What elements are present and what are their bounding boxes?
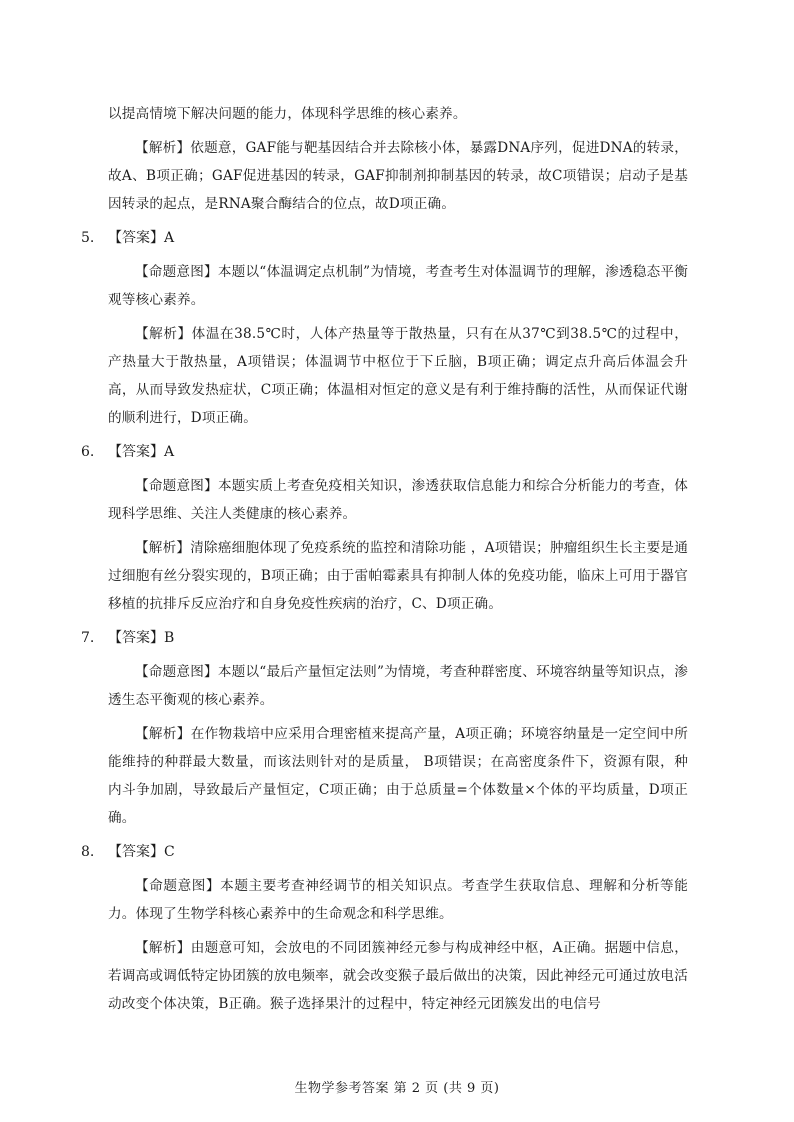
analysis-paragraph: 【解析】清除癌细胞体现了免疫系统的监控和清除功能 ，A项错误；肿瘤组织生长主要是通过细胞有丝分裂实现的，B项正确；由于雷帕霉素具有抑制人体的免疫功能，临床上可用于器官移植的抗排斥反应治疗和自身免疫性疾病的治疗，C、D项正确。: [108, 540, 688, 612]
analysis-paragraph: 【解析】由题意可知，会放电的不同团簇神经元参与构成神经中枢，A正确。据题中信息，若调高或调低特定协团簇的放电频率，就会改变猴子最后做出的决策，因此神经元可通过放电活动改变个体决策，B正确。猴子选择果汁的过程中，特定神经元团簇发出的电信号: [108, 940, 688, 1012]
analysis-paragraph: 【解析】依题意，GAF能与靶基因结合并去除核小体，暴露DNA序列，促进DNA的转录，故A、B项正确；GAF促进基因的转录，GAF抑制剂抑制基因的转录，故C项错误；启动子是基因转录的起点，是RNA聚合酶结合的位点，故D项正确。: [108, 140, 688, 212]
question-number: 7.: [81, 630, 95, 646]
paragraph: 以提高情境下解决问题的能力，体现科学思维的核心素养。: [108, 106, 467, 122]
answer-text: 【答案】B: [108, 630, 175, 646]
intent-paragraph: 【命题意图】本题实质上考查免疫相关知识，渗透获取信息能力和综合分析能力的考查，体现科学思维、关注人类健康的核心素养。: [108, 478, 688, 522]
answer-text: 【答案】C: [108, 844, 175, 860]
question-number: 8.: [81, 844, 95, 860]
answer-content: [81, 100, 688, 1024]
analysis-paragraph: 【解析】在作物栽培中应采用合理密植来提高产量，A项正确；环境容纳量是一定空间中所能维持的种群最大数量，而该法则针对的是质量， B项错误；在高密度条件下，资源有限，种内斗争加剧，导致最后产量恒定，C项正确；由于总质量=个体数量×个体的平均质量，D项正确。: [108, 726, 688, 826]
answer-line: [81, 624, 688, 652]
question-number: 5.: [81, 230, 95, 246]
intent-paragraph: 【命题意图】本题以“最后产量恒定法则”为情境，考查种群密度、环境容纳量等知识点，渗透生态平衡观的核心素养。: [108, 664, 688, 708]
question-number: 6.: [81, 444, 95, 460]
page-footer: 生物学参考答案 第 2 页 (共 9 页): [294, 1081, 500, 1096]
intent-paragraph: 【命题意图】本题主要考查神经调节的相关知识点。考查学生获取信息、理解和分析等能力。体现了生物学科核心素养中的生命观念和科学思维。: [108, 878, 688, 922]
analysis-paragraph: 【解析】体温在38.5℃时，人体产热量等于散热量，只有在从37℃到38.5℃的过程中，产热量大于散热量，A项错误；体温调节中枢位于下丘脑，B项正确；调定点升高后体温会升高，从而导致发热症状，C项正确；体温相对恒定的意义是有利于维持酶的活性，从而保证代谢的顺利进行，D项正确。: [108, 326, 688, 426]
intent-paragraph: 【命题意图】本题以“体温调定点机制”为情境，考查考生对体温调节的理解，渗透稳态平衡观等核心素养。: [108, 264, 688, 308]
answer-line: [81, 838, 688, 866]
answer-line: [81, 438, 688, 466]
answer-line: [81, 224, 688, 252]
answer-text: 【答案】A: [108, 230, 175, 246]
answer-text: 【答案】A: [108, 444, 175, 460]
